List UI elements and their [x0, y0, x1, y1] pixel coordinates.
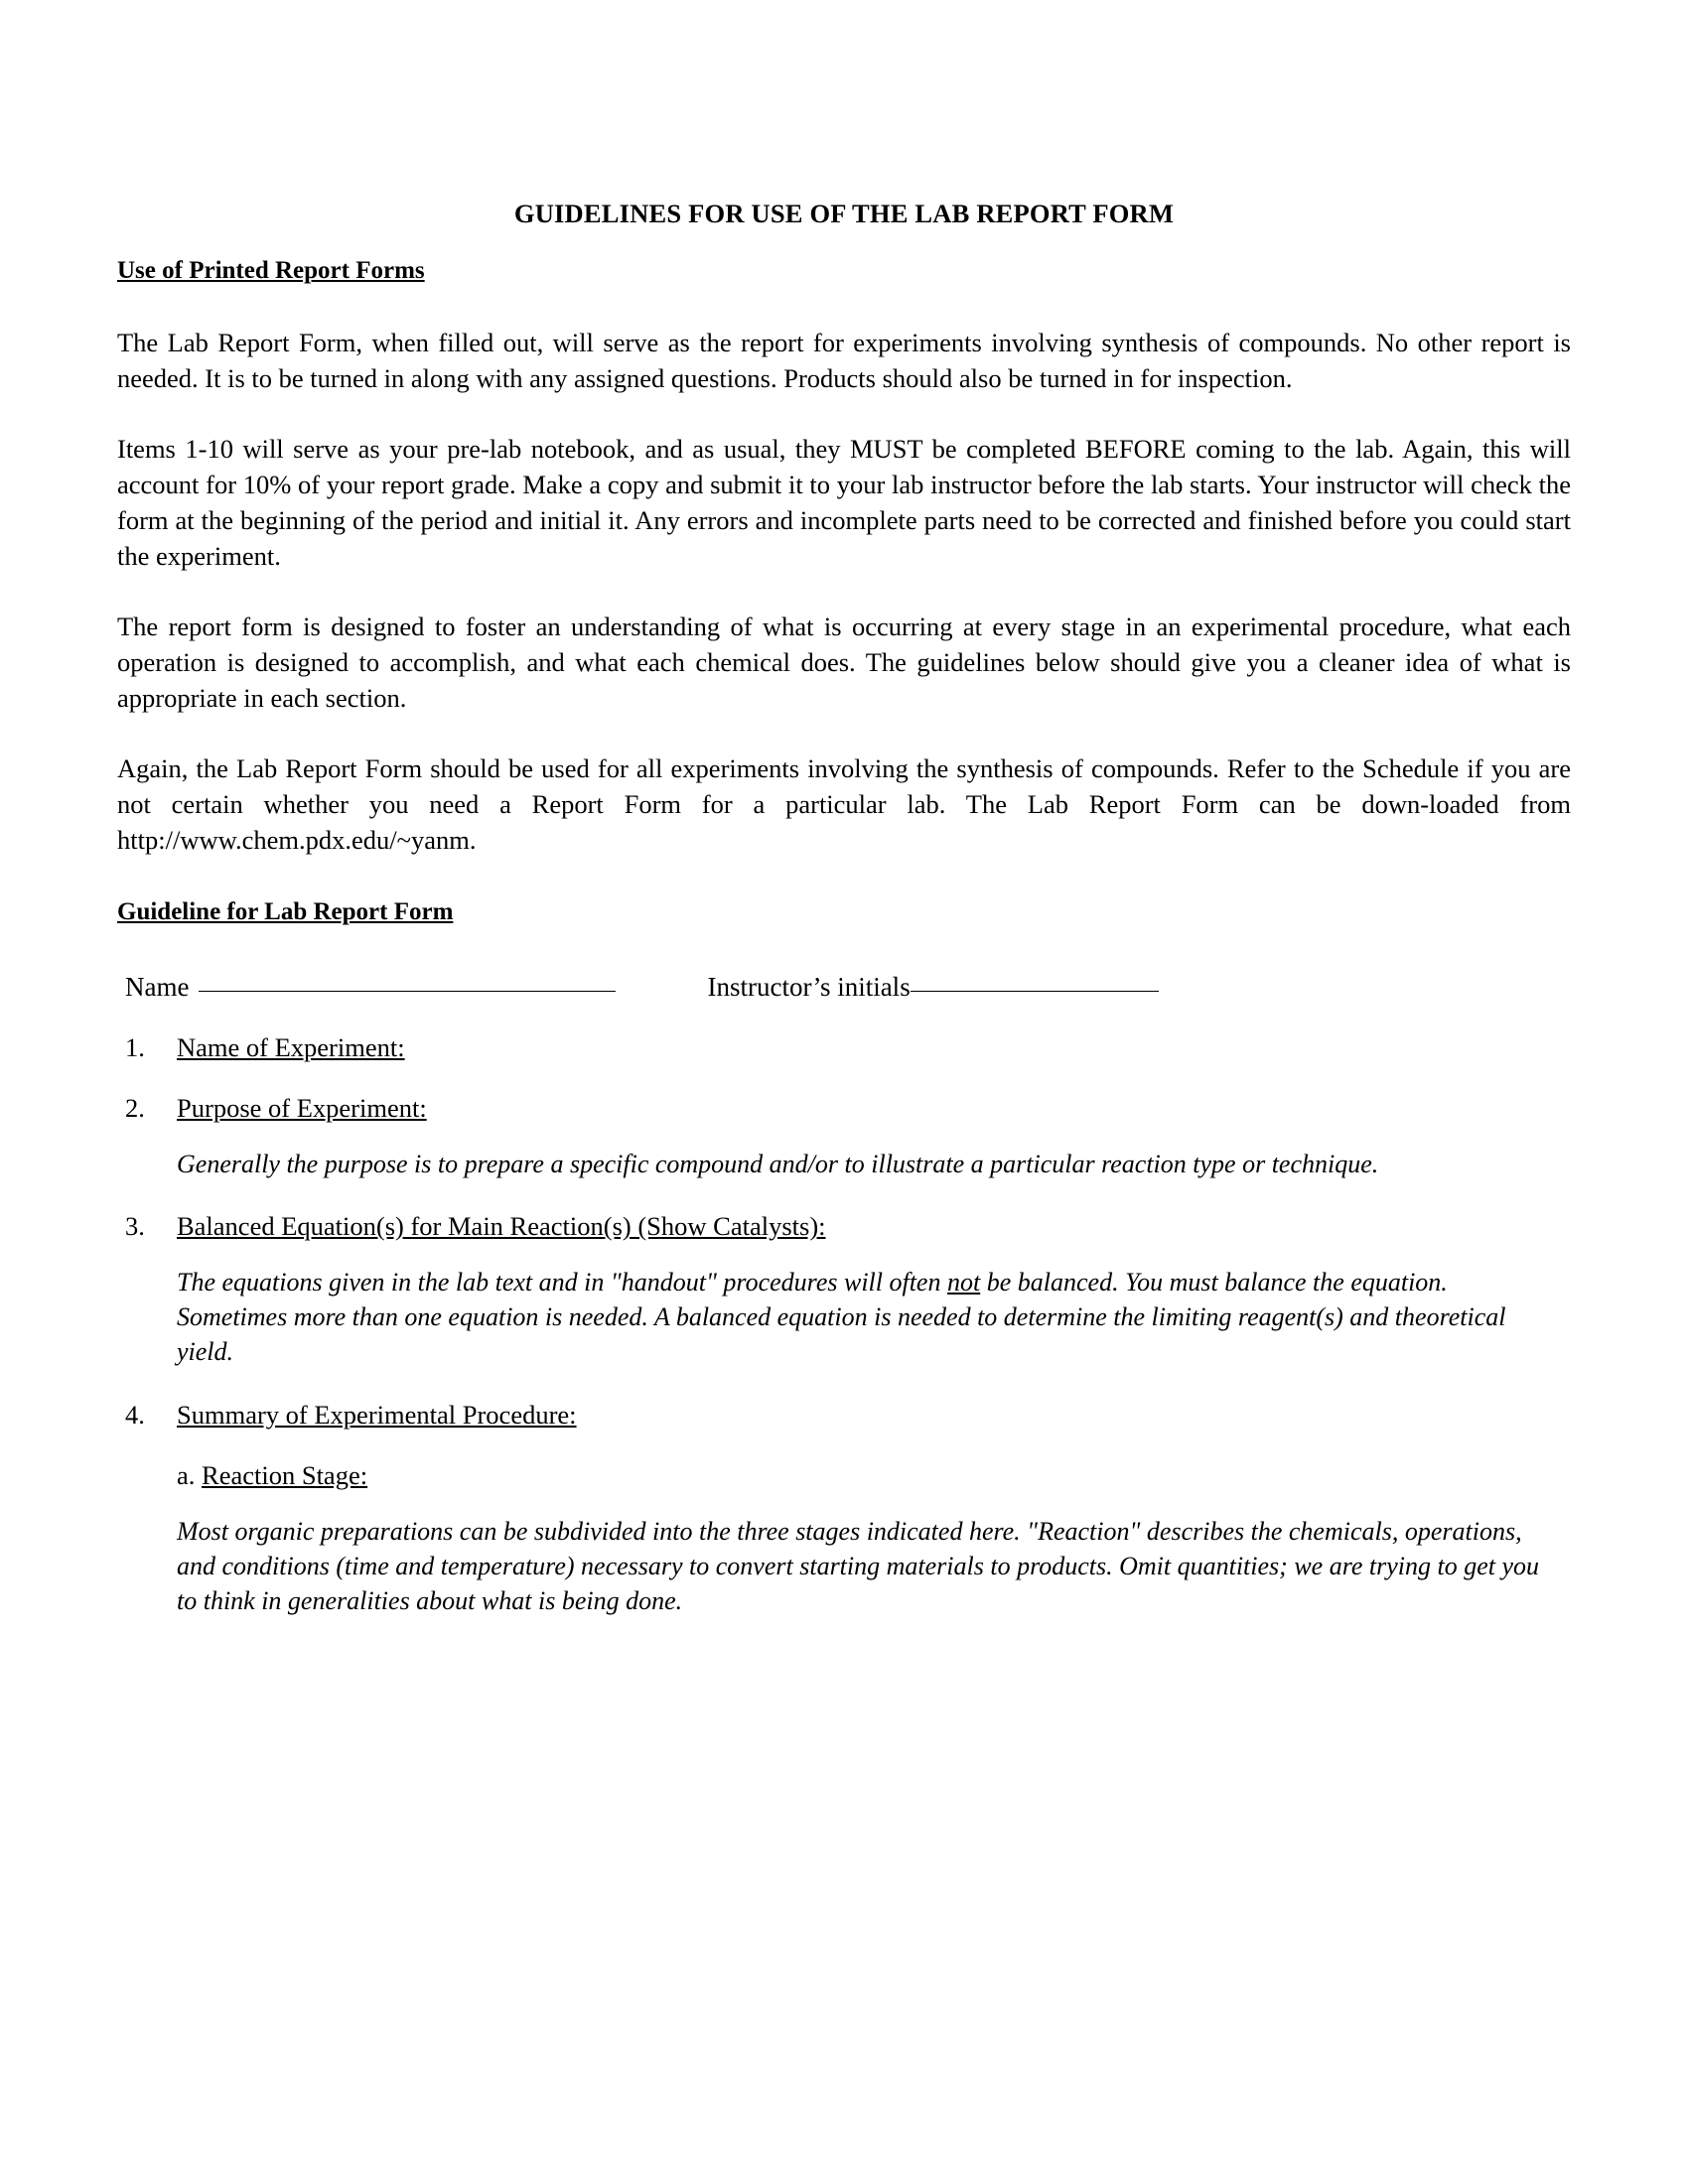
item-number: 4.: [125, 1399, 145, 1430]
name-input-line[interactable]: [199, 991, 616, 992]
paragraph-4: Again, the Lab Report Form should be used for all experiments involving the synthesis of compounds. Refer to the Schedule if you are not certain whether you need a Report Form for a particular lab. The Lab Report Form can be down-loaded from http://www.chem.pdx.edu/~yanm.: [117, 752, 1571, 856]
item-number: 3.: [125, 1211, 145, 1242]
list-item: [117, 1032, 1571, 1063]
paragraph-2: Items 1-10 will serve as your pre-lab notebook, and as usual, they MUST be completed BEFORE coming to the lab. Again, this will account for 10% of your report grade. Make a copy and submit it to your lab instructor before the lab starts. Your instructor will check the form at the beginning of the period and initial it. Any errors and incomplete parts need to be corrected and finished before you could start the experiment.: [117, 433, 1571, 572]
item-note-part1: The equations given in the lab text and in "handout" procedures will often: [177, 1268, 947, 1297]
item-title: Name of Experiment:: [177, 1031, 405, 1062]
item-note: [177, 1266, 1571, 1369]
item-title: Summary of Experimental Procedure:: [177, 1399, 577, 1430]
item-sub-label: a.: [177, 1459, 203, 1490]
item-note-part2: be balanced. You must balance the equation. Sometimes more than one equation is needed. A balanced equation is needed to determine the limiting reagent(s) and theoretical yield.: [177, 1268, 1506, 1367]
instructor-initials-label: Instructor’s initials: [707, 971, 911, 1002]
guideline-item-list: [117, 1032, 1571, 1619]
item-note-emphasis: not: [946, 1268, 981, 1297]
heading-guideline-for-lab-report-form: Guideline for Lab Report Form: [117, 897, 454, 925]
item-number: 1.: [125, 1031, 145, 1062]
item-title: Purpose of Experiment:: [177, 1092, 427, 1123]
list-item: [117, 1400, 1571, 1618]
item-title: Balanced Equation(s) for Main Reaction(s) (Show Catalysts):: [177, 1211, 826, 1242]
item-note: Generally the purpose is to prepare a specific compound and/or to illustrate a particular reaction type or technique.: [177, 1149, 1379, 1178]
item-subsection: [177, 1460, 1571, 1491]
list-item: [117, 1093, 1571, 1182]
item-note: Most organic preparations can be subdivided into the three stages indicated here. "Reaction" describes the chemicals, operations, and conditions (time and temperature) necessary to convert starting materials to products. Omit quantities; we are trying to get you to think in generalities about what is being done.: [177, 1516, 1540, 1615]
heading-use-of-printed-report-forms: Use of Printed Report Forms: [117, 257, 425, 284]
paragraph-1: The Lab Report Form, when filled out, will serve as the report for experiments involving synthesis of compounds. No other report is needed. It is to be turned in along with any assigned questions. Products should also be turned in for inspection.: [117, 328, 1571, 394]
paragraph-3: The report form is designed to foster an understanding of what is occurring at every stage in an experimental procedure, what each operation is designed to accomplish, and what each chemical does. The guidelines below should give you a cleaner idea of what is appropriate in each section.: [117, 611, 1571, 714]
item-number: 2.: [125, 1092, 145, 1123]
form-name-row: [117, 972, 1571, 1003]
page-title: GUIDELINES FOR USE OF THE LAB REPORT FORM: [513, 199, 1175, 228]
list-item: [117, 1211, 1571, 1369]
name-label: Name: [125, 971, 190, 1002]
item-sub-title: Reaction Stage:: [202, 1459, 368, 1490]
instructor-initials-input-line[interactable]: [911, 991, 1159, 992]
